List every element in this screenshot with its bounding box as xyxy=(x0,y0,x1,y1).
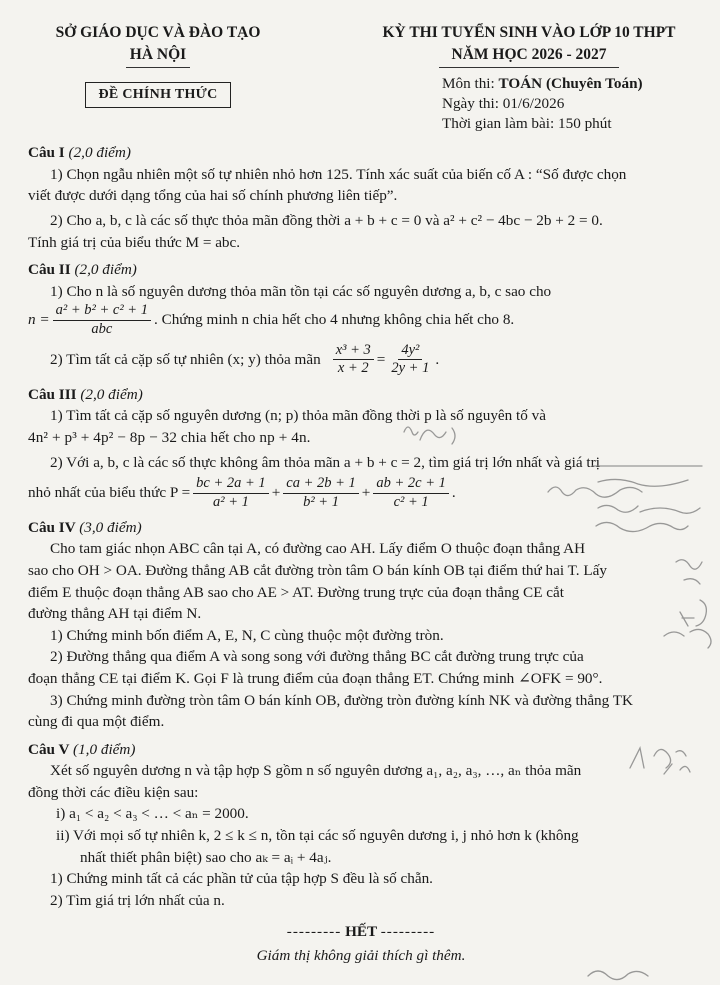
exam-title: KỲ THI TUYỂN SINH VÀO LỚP 10 THPT xyxy=(382,24,676,41)
q5-condition-2-line1: ii) Với mọi số tự nhiên k, 2 ≤ k ≤ n, tồn tại các số nguyên dương i, j nhỏ hơn k (không xyxy=(56,826,579,844)
exam-info-block xyxy=(364,22,694,134)
q2-part2-line: 2) Tìm tất cả cặp số tự nhiên (x; y) thỏa mãn $\frac{\text{x³ + 3}}{x + 2}$ = $\frac{\text{4y²}}{2y + 1}$ . xyxy=(50,342,440,377)
q5-condition-1: i) a₁ < a₂ < a₃ < … < aₙ = 2000. xyxy=(56,805,249,823)
formula-tail: . Chứng minh n chia hết cho 4 nhưng không chia hết cho 8. xyxy=(153,311,515,329)
q4-intro-line4: đường thẳng AH tại điểm N. xyxy=(28,605,202,623)
exam-footer xyxy=(28,921,694,966)
fraction: $\frac{bc + 2a + 1}{\text{a² + 1}}$ xyxy=(193,475,269,511)
subject-line xyxy=(442,74,694,94)
equals-sign: = xyxy=(376,351,386,369)
plus-sign: + xyxy=(361,484,371,502)
question-2-title: Câu II (2,0 điểm) xyxy=(28,261,137,279)
q2-part1-formula-line xyxy=(28,302,694,338)
end-marker: --------- HẾT --------- xyxy=(286,923,436,941)
q3-part2-text: nhỏ nhất của biểu thức P = xyxy=(28,484,191,502)
question-4-title: Câu IV (3,0 điểm) xyxy=(28,518,142,536)
q1-part2-line1: 2) Cho a, b, c là các số thực thỏa mãn đồng thời a + b + c = 0 và a² + c² − 4bc − 2b + 2 = 0. xyxy=(50,211,603,229)
fraction: $\frac{\text{a² + b² + c² + 1}}{\text{abc}}$ xyxy=(53,302,151,338)
question-3-title: Câu III (2,0 điểm) xyxy=(28,385,143,403)
question-points: (3,0 điểm) xyxy=(79,518,142,536)
fraction: $\frac{\text{x³ + 3}}{x + 2}$ xyxy=(333,342,374,378)
q4-part1: 1) Chứng minh bốn điểm A, E, N, C cùng thuộc một đường tròn. xyxy=(50,626,444,644)
department-line-1: SỞ GIÁO DỤC VÀ ĐÀO TẠO xyxy=(55,24,261,41)
question-1-title: Câu I (2,0 điểm) xyxy=(28,144,131,162)
question-points: (2,0 điểm) xyxy=(74,261,137,279)
q1-part1-line1: 1) Chọn ngẫu nhiên một số tự nhiên nhỏ hơn 125. Tính xác suất của biến cố A : “Số được chọn xyxy=(50,165,627,183)
divider xyxy=(126,67,190,68)
q3-part1-line1: 1) Tìm tất cả cặp số nguyên dương (n; p) thỏa mãn đồng thời p là số nguyên tố và xyxy=(50,407,546,425)
question-5-title: Câu V (1,0 điểm) xyxy=(28,740,136,758)
q5-part2: 2) Tìm giá trị lớn nhất của n. xyxy=(50,891,225,909)
question-points: (2,0 điểm) xyxy=(80,385,143,403)
q4-part3-line2: cùng đi qua một điểm. xyxy=(28,713,165,731)
q5-part1: 1) Chứng minh tất cả các phần tử của tập hợp S đều là số chẵn. xyxy=(50,870,433,888)
q3-part2-line1: 2) Với a, b, c là các số thực không âm thỏa mãn a + b + c = 2, tìm giá trị lớn nhất và giá trị xyxy=(50,453,600,471)
q4-part3-line1: 3) Chứng minh đường tròn tâm O bán kính OB, đường tròn đường kính NK và đường thẳng TK xyxy=(50,691,634,709)
subject-label: Môn thi: xyxy=(442,75,499,92)
q5-condition-2-line2: nhất thiết phân biệt) sao cho aₖ = aᵢ + 4aⱼ. xyxy=(80,848,332,866)
exam-date: Ngày thi: 01/6/2026 xyxy=(442,95,565,113)
q4-intro-line3: điểm E thuộc đoạn thẳng AB sao cho AE > AT. Đường trung trực của đoạn thẳng CE cắt xyxy=(28,583,564,601)
official-stamp: ĐỀ CHÍNH THỨC xyxy=(85,82,230,108)
q1-part2-line2: Tính giá trị của biểu thức M = abc. xyxy=(28,233,241,251)
exam-header xyxy=(28,22,694,134)
question-points: (1,0 điểm) xyxy=(73,740,136,758)
plus-sign: + xyxy=(271,484,281,502)
q4-part2-line1: 2) Đường thẳng qua điểm A và song song với đường thẳng BC cắt đường trung trực của xyxy=(50,648,584,666)
school-year: NĂM HỌC 2026 - 2027 xyxy=(451,46,607,63)
formula-lhs: n = xyxy=(28,311,50,329)
exam-meta xyxy=(364,74,694,134)
q4-part2-line2: đoạn thẳng CE tại điểm K. Gọi F là trung điểm của đoạn thẳng ET. Chứng minh ∠OFK = 90°. xyxy=(28,669,603,687)
q3-part1-line2: 4n² + p³ + 4p² − 8p − 32 chia hết cho np + 4n. xyxy=(28,428,311,446)
subject-value: TOÁN (Chuyên Toán) xyxy=(498,75,643,92)
q2-part2-text: 2) Tìm tất cả cặp số tự nhiên (x; y) thỏa mãn xyxy=(50,351,321,369)
fraction: $\frac{ab + 2c + 1}{\text{c² + 1}}$ xyxy=(373,475,449,511)
proctor-note: Giám thị không giải thích gì thêm. xyxy=(256,946,466,964)
exam-duration: Thời gian làm bài: 150 phút xyxy=(442,115,612,133)
q4-intro-line1: Cho tam giác nhọn ABC cân tại A, có đường cao AH. Lấy điểm O thuộc đoạn thẳng AH xyxy=(50,540,586,558)
q1-part1-line2: viết được dưới dạng tổng của hai số chính phương liên tiếp”. xyxy=(28,187,398,205)
department-block xyxy=(28,22,288,134)
fraction: $\frac{ca + 2b + 1}{\text{b² + 1}}$ xyxy=(283,475,359,511)
q5-intro-line2: đồng thời các điều kiện sau: xyxy=(28,783,199,801)
fraction: $\frac{\text{4y²}}{2y + 1}$ xyxy=(391,342,430,377)
q5-intro-line1: Xét số nguyên dương n và tập hợp S gồm n số nguyên dương a₁, a₂, a₃, …, aₙ thỏa mãn xyxy=(50,762,582,780)
q2-part1-line1: 1) Cho n là số nguyên dương thỏa mãn tồn tại các số nguyên dương a, b, c sao cho xyxy=(50,282,552,300)
question-points: (2,0 điểm) xyxy=(68,144,131,162)
exam-content xyxy=(28,142,694,966)
q3-part2-formula-line: nhỏ nhất của biểu thức P = $\frac{bc + 2a + 1}{\text{a² + 1}}$ + $\frac{ca + 2b + 1}{\text{b² + 1}}$ + $\frac{ab + 2c + 1}{\text{c² + 1}}$ . xyxy=(28,475,456,510)
q4-intro-line2: sao cho OH > OA. Đường thẳng AB cắt đường tròn tâm O bán kính OB tại điểm thứ hai T. Lấy xyxy=(28,562,607,580)
department-line-2: HÀ NỘI xyxy=(129,46,187,63)
divider xyxy=(439,67,619,68)
